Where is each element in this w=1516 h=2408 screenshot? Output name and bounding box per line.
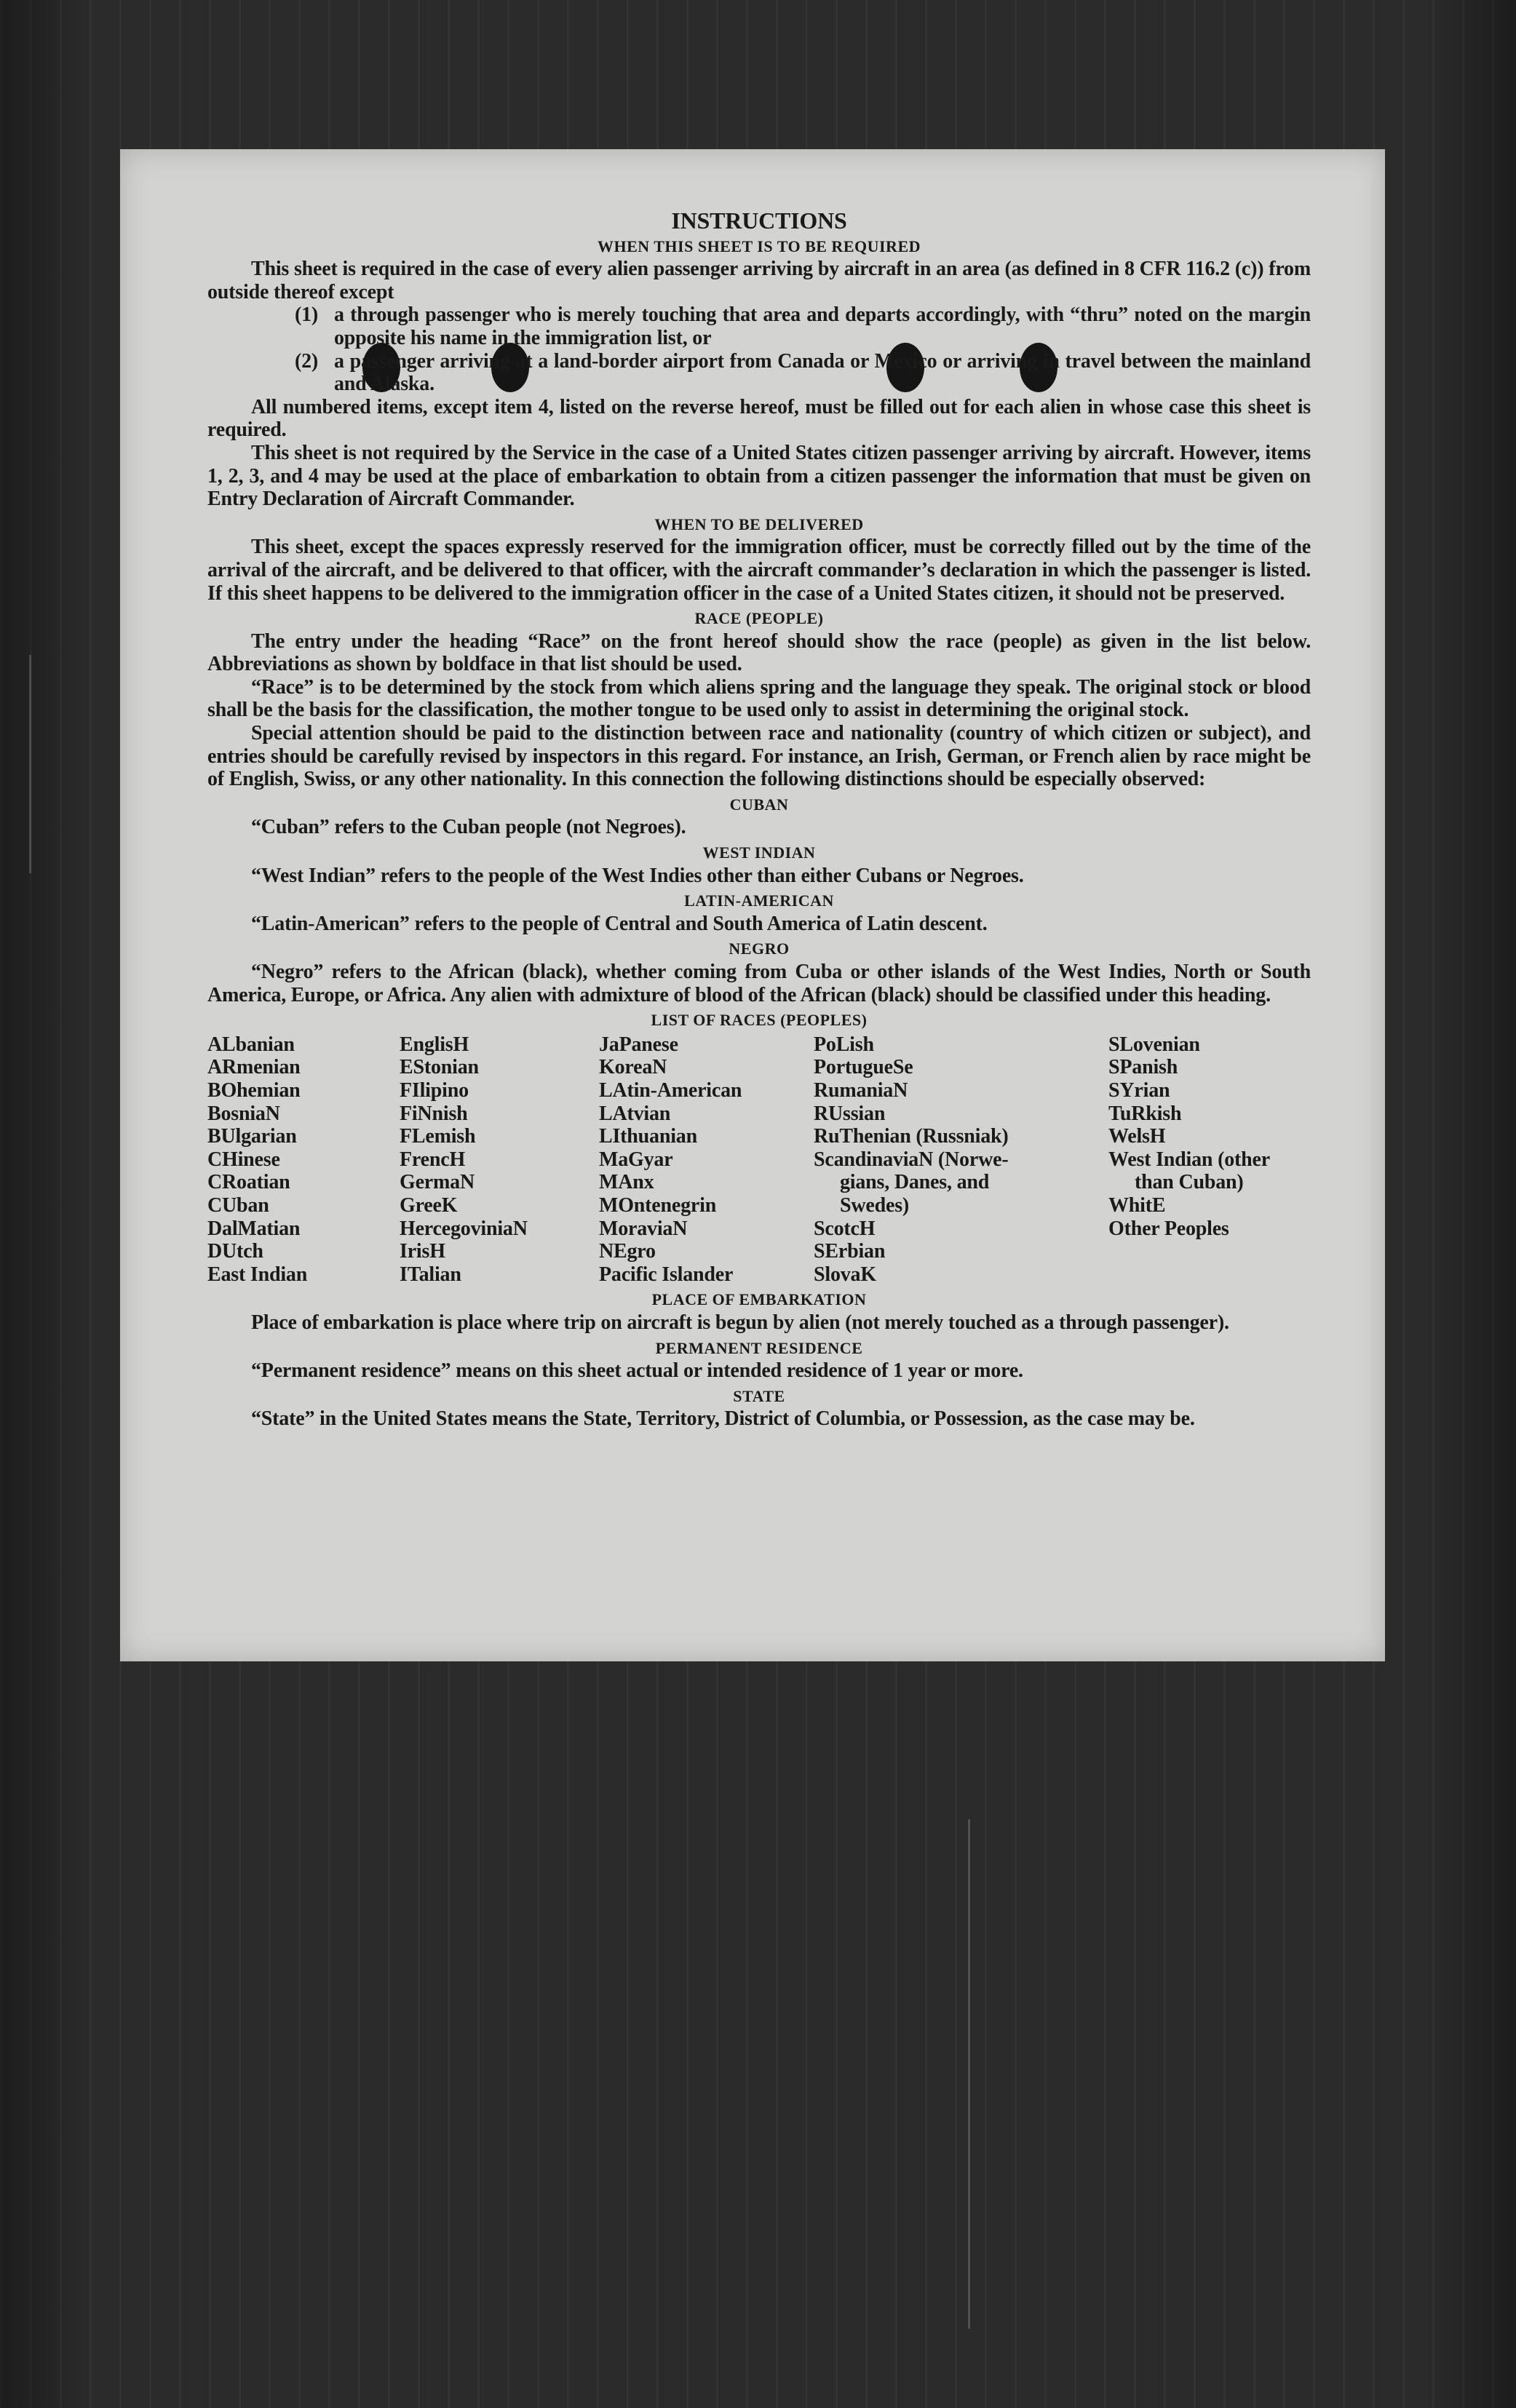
race-entry: EStonian bbox=[400, 1056, 479, 1079]
race-entry: East Indian bbox=[207, 1263, 308, 1286]
section-heading: PERMANENT RESIDENCE bbox=[655, 1338, 863, 1357]
race-entry: NEgro bbox=[599, 1240, 656, 1263]
race-entry: SErbian bbox=[814, 1240, 886, 1263]
race-entry: KoreaN bbox=[599, 1056, 667, 1079]
race-entry: GreeK bbox=[400, 1193, 458, 1217]
section-heading: CUBAN bbox=[729, 795, 789, 814]
paragraph: This sheet, except the spaces expressly reserved for the immigration officer, must be correctly filled out by the time of the arrival of the aircraft, and be delivered to that officer, with the aircraft commander’s declaration in which the passenger is listed. If this sheet happens to be delivered to the immigration officer in the case of a United States citizen, it should not be preserved. bbox=[207, 536, 1311, 605]
race-column bbox=[599, 1033, 814, 1287]
race-entry: DalMatian bbox=[207, 1217, 301, 1240]
list-item bbox=[295, 350, 1311, 396]
race-entry: PoLish bbox=[814, 1033, 874, 1056]
race-entry: BOhemian bbox=[207, 1078, 301, 1102]
race-entry: CUban bbox=[207, 1193, 269, 1217]
item-number: (2) bbox=[295, 349, 319, 373]
race-entry: than Cuban) bbox=[1135, 1171, 1244, 1194]
item-text: a passenger arriving at a land-border airport from Canada or Mexico or arriving in travel between the mainland and Alaska. bbox=[334, 349, 1311, 396]
instructions-text bbox=[207, 207, 1311, 1431]
paragraph: This sheet is not required by the Service in the case of a United States citizen passenger arriving by aircraft. However, items 1, 2, 3, and 4 may be used at the place of embarkation to obtain from a citizen passenger the information that must be given on Entry Declaration of Aircraft Commander. bbox=[207, 441, 1311, 511]
section-heading: WHEN THIS SHEET IS TO BE REQUIRED bbox=[597, 237, 921, 255]
race-entry: WhitE bbox=[1108, 1193, 1166, 1217]
race-entry: MaGyar bbox=[599, 1148, 673, 1171]
race-entry: BosniaN bbox=[207, 1102, 280, 1125]
paragraph: The entry under the heading “Race” on the front hereof should show the race (people) as given in the list below. Abbreviations as shown by boldface in that list should be used. bbox=[207, 629, 1311, 676]
race-entry: Pacific Islander bbox=[599, 1263, 734, 1286]
paragraph: This sheet is required in the case of every alien passenger arriving by aircraft in an area (as defined in 8 CFR 116.2 (c)) from outside thereof except bbox=[207, 258, 1311, 303]
paragraph: “Permanent residence” means on this sheet actual or intended residence of 1 year or more. bbox=[251, 1359, 1023, 1383]
race-entry: GermaN bbox=[400, 1171, 475, 1194]
section-heading: LATIN-AMERICAN bbox=[684, 891, 834, 910]
race-entry: ITalian bbox=[400, 1263, 461, 1286]
race-entry: ALbanian bbox=[207, 1033, 295, 1056]
race-entry: SPanish bbox=[1108, 1056, 1178, 1079]
race-entry: MoraviaN bbox=[599, 1217, 688, 1240]
race-entry: FIlipino bbox=[400, 1078, 469, 1102]
race-entry: CHinese bbox=[207, 1148, 280, 1171]
race-entry: MOntenegrin bbox=[599, 1193, 717, 1217]
paragraph: Special attention should be paid to the distinction between race and nationality (country of which citizen or subject), and entries should be carefully revised by inspectors in this regard. For instance, an Irish, German, or French alien by race might be of English, Swiss, or any other nationality. In this connection the following distinctions should be especially observed: bbox=[207, 722, 1311, 791]
race-entry: EnglisH bbox=[400, 1033, 469, 1056]
section-heading: NEGRO bbox=[729, 939, 790, 958]
film-scratch bbox=[968, 1819, 970, 2329]
item-text: a through passenger who is merely touching that area and departs accordingly, with “thru” noted on the margin opposite his name in the immigration list, or bbox=[334, 303, 1311, 349]
race-entry: LIthuanian bbox=[599, 1125, 697, 1148]
section-heading: WEST INDIAN bbox=[702, 843, 816, 862]
paragraph: “Race” is to be determined by the stock from which aliens spring and the language they speak. The original stock or blood shall be the basis for the classification, the mother tongue to be used only to assist in determining the original stock. bbox=[207, 675, 1311, 722]
race-entry: MAnx bbox=[599, 1171, 654, 1194]
paragraph: All numbered items, except item 4, listed on the reverse hereof, must be filled out for each alien in whose case this sheet is required. bbox=[207, 395, 1311, 442]
paragraph: “Negro” refers to the African (black), whether coming from Cuba or other islands of the West Indies, North or South America, Europe, or Africa. Any alien with admixture of blood of the African (black) should be classified under this heading. bbox=[207, 961, 1311, 1006]
section-heading: RACE (PEOPLE) bbox=[694, 609, 824, 628]
race-entry: DUtch bbox=[207, 1240, 263, 1263]
page-title: INSTRUCTIONS bbox=[671, 207, 847, 234]
race-entry: TuRkish bbox=[1108, 1102, 1182, 1125]
race-entry: JaPanese bbox=[599, 1033, 678, 1056]
section-heading: WHEN TO BE DELIVERED bbox=[654, 514, 864, 533]
paragraph: “Cuban” refers to the Cuban people (not Negroes). bbox=[251, 816, 686, 839]
race-list bbox=[207, 1033, 1311, 1287]
race-entry: SlovaK bbox=[814, 1263, 876, 1286]
race-entry: BUlgarian bbox=[207, 1125, 297, 1148]
race-entry: HercegoviniaN bbox=[400, 1217, 528, 1240]
race-entry: FLemish bbox=[400, 1125, 476, 1148]
race-column bbox=[1108, 1033, 1311, 1287]
race-entry: RuThenian (Russniak) bbox=[814, 1125, 1009, 1148]
race-entry: PortugueSe bbox=[814, 1056, 913, 1079]
paragraph: Place of embarkation is place where trip on aircraft is begun by alien (not merely touched as a through passenger). bbox=[251, 1311, 1229, 1334]
race-entry: IrisH bbox=[400, 1240, 445, 1263]
section-heading: PLACE OF EMBARKATION bbox=[651, 1290, 867, 1309]
race-entry: CRoatian bbox=[207, 1171, 290, 1194]
race-entry: FrencH bbox=[400, 1148, 466, 1171]
section-heading: STATE bbox=[733, 1386, 785, 1405]
race-entry: ScandinaviaN (Norwe- bbox=[814, 1148, 1009, 1171]
item-number: (1) bbox=[295, 303, 319, 327]
race-entry: Swedes) bbox=[840, 1193, 910, 1217]
race-entry: ScotcH bbox=[814, 1217, 876, 1240]
race-entry: RumaniaN bbox=[814, 1078, 908, 1102]
race-column bbox=[207, 1033, 400, 1287]
race-entry: LAtin-American bbox=[599, 1078, 742, 1102]
race-entry: Other Peoples bbox=[1108, 1217, 1229, 1240]
race-entry: gians, Danes, and bbox=[840, 1171, 990, 1194]
race-entry: RUssian bbox=[814, 1102, 886, 1125]
race-entry: SLovenian bbox=[1108, 1033, 1200, 1056]
paragraph: “Latin-American” refers to the people of Central and South America of Latin descent. bbox=[251, 912, 988, 935]
race-column bbox=[814, 1033, 1108, 1287]
list-item bbox=[295, 303, 1311, 349]
race-entry: ARmenian bbox=[207, 1056, 301, 1079]
race-entry: WelsH bbox=[1108, 1125, 1166, 1148]
section-heading: LIST OF RACES (PEOPLES) bbox=[651, 1011, 868, 1030]
race-column bbox=[400, 1033, 599, 1287]
race-entry: FiNnish bbox=[400, 1102, 468, 1125]
race-entry: LAtvian bbox=[599, 1102, 671, 1125]
film-scratch bbox=[29, 655, 31, 873]
race-entry: SYrian bbox=[1108, 1078, 1170, 1102]
race-entry: West Indian (other bbox=[1108, 1148, 1270, 1171]
paragraph: “State” in the United States means the State, Territory, District of Columbia, or Possession, as the case may be. bbox=[251, 1407, 1195, 1431]
paragraph: “West Indian” refers to the people of the West Indies other than either Cubans or Negroes. bbox=[251, 864, 1024, 887]
